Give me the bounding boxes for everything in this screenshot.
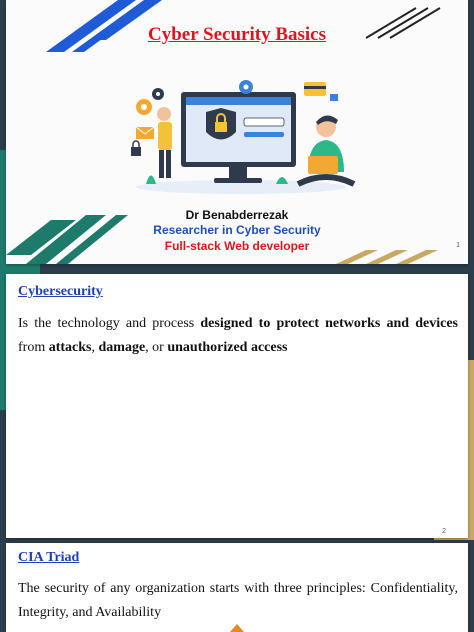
- author-role-secondary: Full-stack Web developer: [164, 239, 310, 253]
- body-text-bold: attacks: [48, 340, 92, 355]
- body-text-segment: Is the technology and process: [18, 316, 201, 331]
- cyber-security-illustration: [126, 72, 356, 202]
- slide-cia-triad: [6, 543, 468, 632]
- body-text-bold: unauthorized access: [167, 340, 288, 355]
- body-text-segment: from: [18, 340, 49, 355]
- page-number: 1: [456, 242, 460, 249]
- body-text-bold: designed to protect networks and devices: [200, 316, 458, 331]
- body-text-segment: ,: [91, 340, 99, 355]
- slide-title-text: Cyber Security Basics: [147, 24, 327, 45]
- slide-cybersecurity: [6, 274, 468, 538]
- author-role: Researcher in Cyber Security: [153, 223, 321, 237]
- triangle-icon: [230, 624, 244, 632]
- slide-heading: CIA Triad: [18, 550, 80, 565]
- body-text-segment: , or: [145, 340, 168, 355]
- slide-body-text: The security of any organization starts with three principles: Confidentiality, Integrity, and Availability: [18, 581, 458, 620]
- page-number: 2: [442, 528, 446, 535]
- body-text-bold: damage: [98, 340, 146, 355]
- author-name: Dr Benabderrezak: [185, 208, 289, 222]
- slide-heading: Cybersecurity: [18, 284, 103, 299]
- slide-title: [6, 0, 468, 264]
- slide-body-text: [18, 312, 458, 360]
